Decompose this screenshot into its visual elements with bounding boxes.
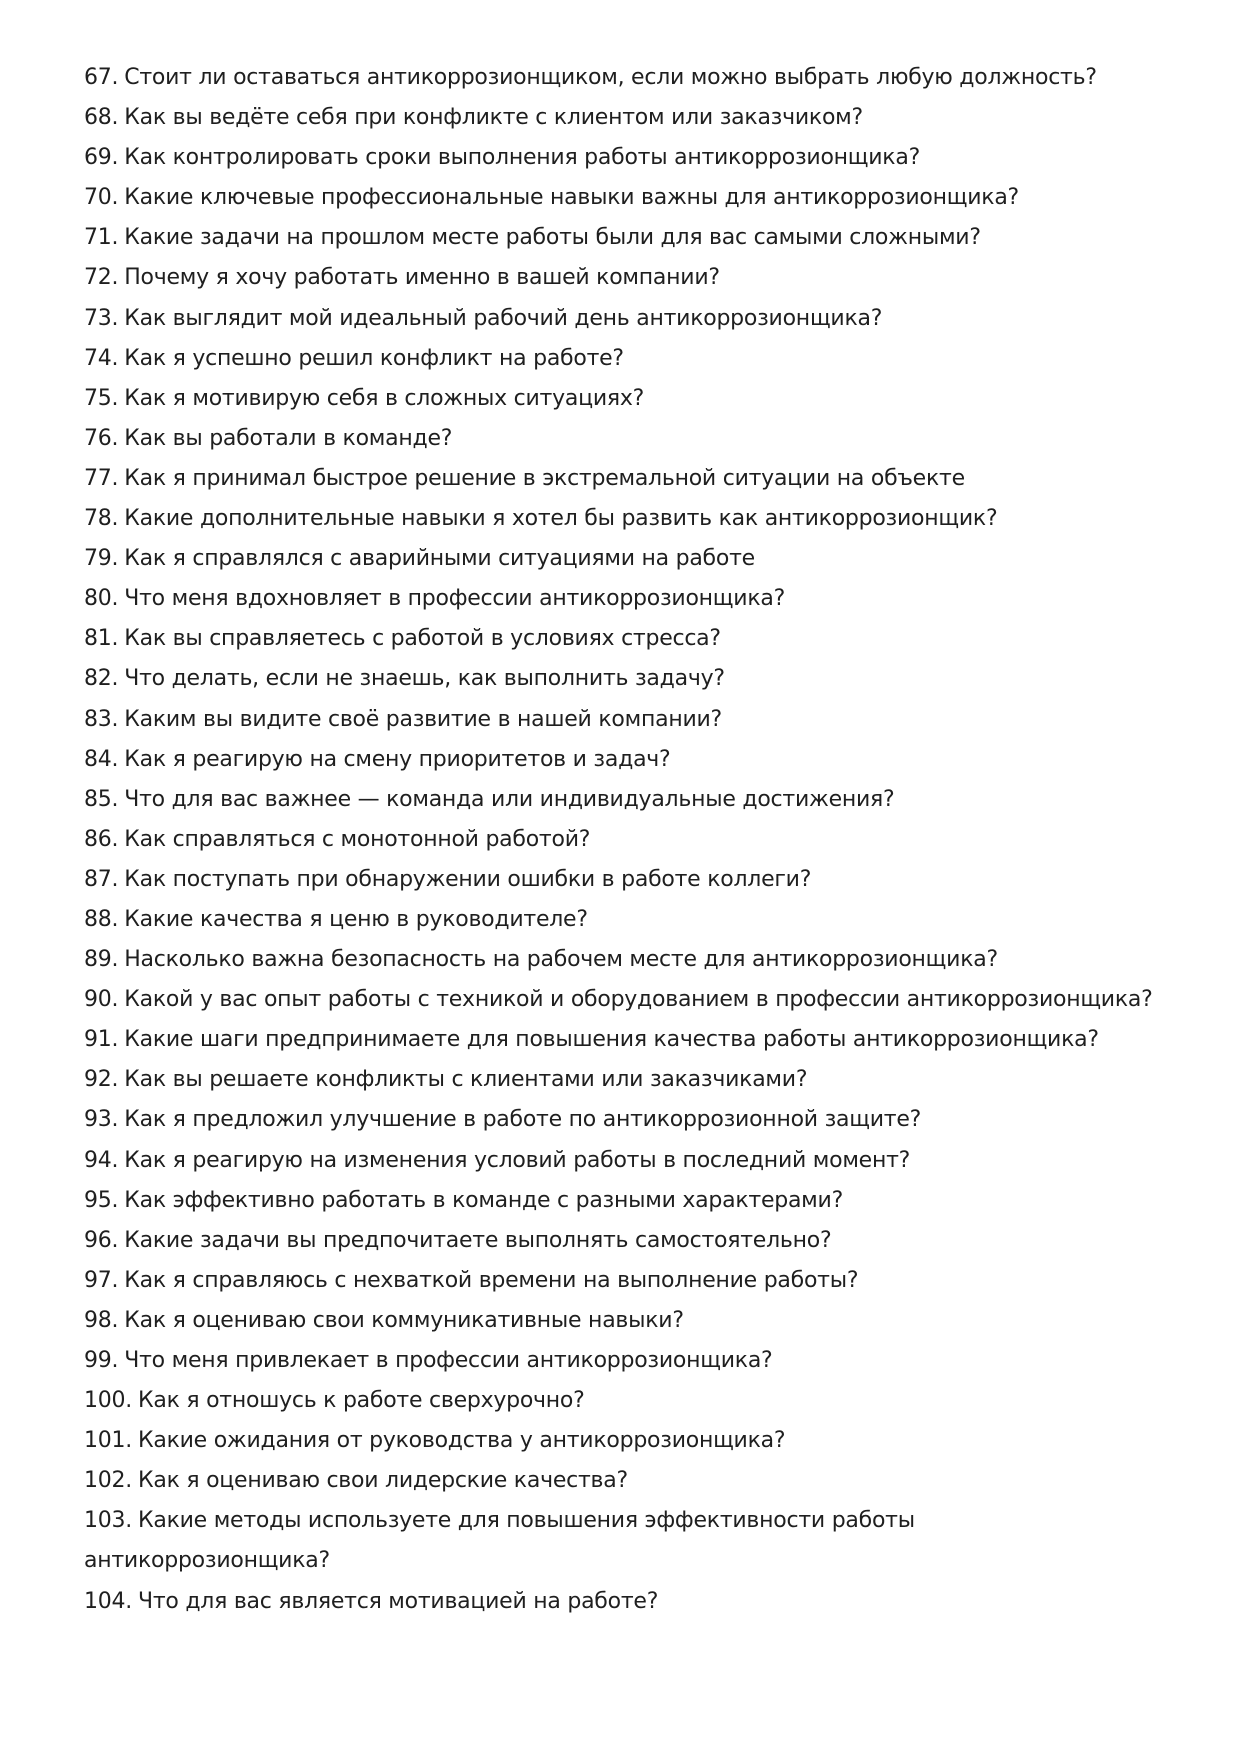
item-text: Как я справляюсь с нехваткой времени на выполнение работы? xyxy=(124,1267,859,1293)
item-number: 72. xyxy=(84,265,119,291)
list-item xyxy=(84,1261,1164,1301)
item-number: 71. xyxy=(84,225,119,251)
item-text: Как справляться с монотонной работой? xyxy=(124,826,591,852)
item-text: Как я реагирую на смену приоритетов и задач? xyxy=(124,746,671,772)
list-item xyxy=(84,258,1164,298)
question-list xyxy=(84,58,1164,1622)
item-text: Как я принимал быстрое решение в экстремальной ситуации на объекте xyxy=(124,465,965,491)
item-number: 100. xyxy=(84,1388,132,1414)
item-text: Почему я хочу работать именно в вашей компании? xyxy=(124,265,720,291)
list-item xyxy=(84,1181,1164,1221)
item-number: 67. xyxy=(84,65,119,90)
list-item xyxy=(84,1060,1164,1100)
item-number: 70. xyxy=(84,185,119,211)
item-number: 83. xyxy=(84,706,119,732)
item-text: Как вы ведёте себя при конфликте с клиентом или заказчиком? xyxy=(124,105,863,131)
list-item xyxy=(84,1381,1164,1421)
item-text: Что для вас важнее — команда или индивидуальные достижения? xyxy=(124,786,895,812)
item-text: Какие ожидания от руководства у антикоррозионщика? xyxy=(137,1428,786,1454)
list-item xyxy=(84,1582,1164,1622)
item-number: 74. xyxy=(84,345,119,371)
item-number: 81. xyxy=(84,626,119,652)
item-number: 75. xyxy=(84,385,119,411)
item-number: 91. xyxy=(84,1027,119,1053)
item-number: 79. xyxy=(84,546,119,572)
list-item xyxy=(84,58,1164,98)
item-text: Как вы справляетесь с работой в условиях стресса? xyxy=(124,626,721,652)
item-number: 90. xyxy=(84,987,119,1013)
list-item xyxy=(84,619,1164,659)
item-text: Что меня вдохновляет в профессии антикоррозионщика? xyxy=(124,586,786,612)
list-item xyxy=(84,940,1164,980)
item-number: 101. xyxy=(84,1428,132,1454)
list-item xyxy=(84,1221,1164,1261)
list-item xyxy=(84,740,1164,780)
item-text: Как я справлялся с аварийными ситуациями на работе xyxy=(124,546,755,572)
list-item xyxy=(84,178,1164,218)
list-item xyxy=(84,1461,1164,1501)
item-text: Что для вас является мотивацией на работе? xyxy=(137,1588,659,1614)
item-number: 82. xyxy=(84,666,119,692)
item-text: Как поступать при обнаружении ошибки в работе коллеги? xyxy=(124,866,812,892)
item-number: 103. xyxy=(84,1508,132,1534)
item-text: Какие ключевые профессиональные навыки важны для антикоррозионщика? xyxy=(124,185,1019,211)
list-item xyxy=(84,659,1164,699)
list-item xyxy=(84,138,1164,178)
item-number: 85. xyxy=(84,786,119,812)
list-item xyxy=(84,499,1164,539)
list-item xyxy=(84,860,1164,900)
item-number: 102. xyxy=(84,1468,132,1494)
item-text: Как я оцениваю свои лидерские качества? xyxy=(137,1468,628,1494)
list-item xyxy=(84,1501,1164,1581)
list-item xyxy=(84,1100,1164,1140)
item-number: 69. xyxy=(84,145,119,171)
item-text: Как эффективно работать в команде с разными характерами? xyxy=(124,1187,843,1213)
list-item xyxy=(84,419,1164,459)
item-text: Как контролировать сроки выполнения работы антикоррозионщика? xyxy=(124,145,921,171)
item-number: 99. xyxy=(84,1348,119,1373)
item-text: Как я мотивирую себя в сложных ситуациях? xyxy=(124,385,645,411)
list-item xyxy=(84,379,1164,419)
item-text: Какие задачи вы предпочитаете выполнять самостоятельно? xyxy=(124,1227,832,1253)
list-item xyxy=(84,299,1164,339)
list-item xyxy=(84,780,1164,820)
item-number: 68. xyxy=(84,105,119,131)
item-text: Каким вы видите своё развитие в нашей компании? xyxy=(124,706,722,732)
item-text: Какие методы используете для повышения эффективности работы антикоррозионщика? xyxy=(84,1508,915,1574)
item-text: Что делать, если не знаешь, как выполнить задачу? xyxy=(124,666,725,692)
list-item xyxy=(84,700,1164,740)
item-number: 97. xyxy=(84,1267,119,1293)
item-text: Какие дополнительные навыки я хотел бы развить как антикоррозионщик? xyxy=(124,506,998,532)
item-number: 87. xyxy=(84,866,119,892)
list-item xyxy=(84,1020,1164,1060)
item-text: Какие качества я ценю в руководителе? xyxy=(124,906,588,932)
item-text: Как я успешно решил конфликт на работе? xyxy=(124,345,624,371)
item-text: Как вы работали в команде? xyxy=(124,425,453,451)
item-text: Стоит ли оставаться антикоррозионщиком, если можно выбрать любую должность? xyxy=(124,65,1097,90)
list-item xyxy=(84,218,1164,258)
item-number: 76. xyxy=(84,425,119,451)
list-item xyxy=(84,459,1164,499)
item-number: 98. xyxy=(84,1307,119,1333)
item-text: Как я оцениваю свои коммуникативные навыки? xyxy=(124,1307,684,1333)
list-item xyxy=(84,1421,1164,1461)
list-item xyxy=(84,820,1164,860)
list-item xyxy=(84,1141,1164,1181)
item-number: 88. xyxy=(84,906,119,932)
list-item xyxy=(84,579,1164,619)
item-text: Насколько важна безопасность на рабочем месте для антикоррозионщика? xyxy=(124,947,998,973)
item-number: 78. xyxy=(84,506,119,532)
item-number: 89. xyxy=(84,947,119,973)
list-item xyxy=(84,339,1164,379)
list-item xyxy=(84,1341,1164,1381)
item-number: 96. xyxy=(84,1227,119,1253)
list-item xyxy=(84,98,1164,138)
item-number: 93. xyxy=(84,1107,119,1133)
list-item xyxy=(84,1301,1164,1341)
item-text: Как вы решаете конфликты с клиентами или заказчиками? xyxy=(124,1067,808,1093)
item-number: 73. xyxy=(84,305,119,331)
item-text: Какой у вас опыт работы с техникой и оборудованием в профессии антикоррозионщика? xyxy=(124,987,1153,1013)
item-number: 80. xyxy=(84,586,119,612)
item-text: Как выглядит мой идеальный рабочий день антикоррозионщика? xyxy=(124,305,883,331)
list-item xyxy=(84,900,1164,940)
item-number: 94. xyxy=(84,1147,119,1173)
list-item xyxy=(84,980,1164,1020)
list-item xyxy=(84,539,1164,579)
item-text: Какие задачи на прошлом месте работы были для вас самыми сложными? xyxy=(124,225,981,251)
item-number: 77. xyxy=(84,465,119,491)
item-number: 104. xyxy=(84,1588,132,1614)
item-text: Как я предложил улучшение в работе по антикоррозионной защите? xyxy=(124,1107,922,1133)
item-text: Какие шаги предпринимаете для повышения качества работы антикоррозионщика? xyxy=(124,1027,1099,1053)
item-number: 86. xyxy=(84,826,119,852)
item-number: 92. xyxy=(84,1067,119,1093)
item-text: Что меня привлекает в профессии антикоррозионщика? xyxy=(124,1348,773,1373)
item-text: Как я отношусь к работе сверхурочно? xyxy=(137,1388,585,1414)
item-text: Как я реагирую на изменения условий работы в последний момент? xyxy=(124,1147,911,1173)
item-number: 84. xyxy=(84,746,119,772)
item-number: 95. xyxy=(84,1187,119,1213)
